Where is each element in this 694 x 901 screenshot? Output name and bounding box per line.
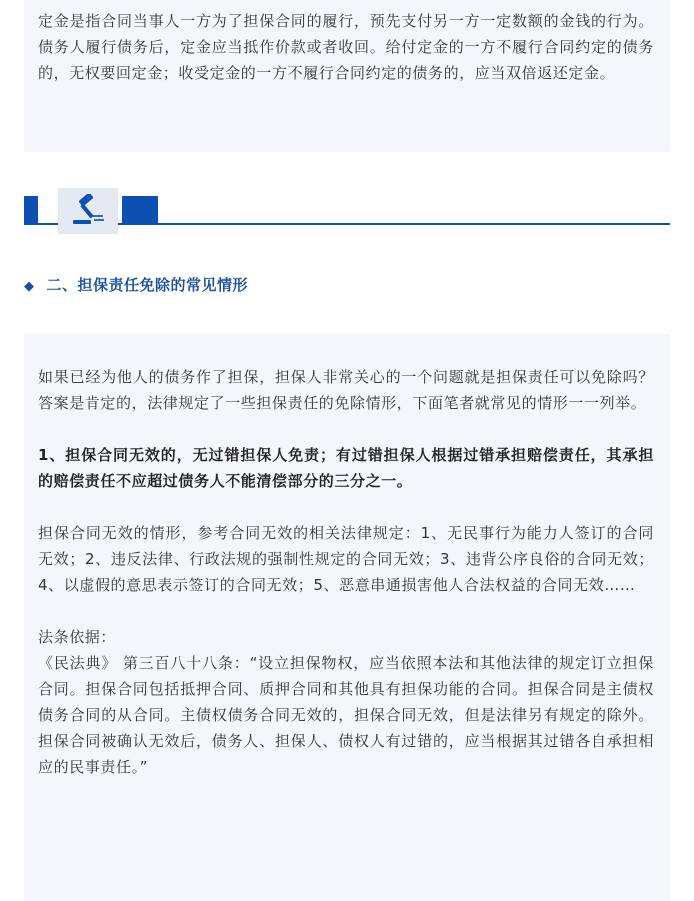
intro-paragraph: 如果已经为他人的债务作了担保，担保人非常关心的一个问题就是担保责任可以免除吗？答案是肯定的，法律规定了一些担保责任的免除情形，下面笔者就常见的情形一一列举。 bbox=[38, 368, 654, 412]
legal-basis-label: 法条依据： bbox=[38, 628, 117, 646]
invalid-cases-paragraph: 担保合同无效的情形，参考合同无效的相关法律规定：1、无民事行为能力人签订的合同无效；2、违反法律、行政法规的强制性规定的合同无效；3、违背公序良俗的合同无效；4、以虚假的意思表示签订的合同无效；5、恶意串通损害他人合法权益的合同无效…… bbox=[38, 524, 654, 594]
divider-icon-tile bbox=[58, 188, 118, 234]
point-1-paragraph: 1、担保合同无效的，无过错担保人免责；有过错担保人根据过错承担赔偿责任，其承担的赔偿责任不应超过债务人不能清偿部分的三分之一。 bbox=[38, 446, 654, 490]
legal-basis-text: 《民法典》 第三百八十八条：“设立担保物权，应当依照本法和其他法律的规定订立担保合同。担保合同包括抵押合同、质押合同和其他具有担保功能的合同。担保合同是主债权债务合同的从合同。主债权债务合同无效的，担保合同无效，但是法律另有规定的除外。担保合同被确认无效后，债务人、担保人、债权人有过错的，应当根据其过错各自承担相应的民事责任。” bbox=[38, 654, 654, 776]
gavel-icon bbox=[70, 194, 106, 228]
divider-block-left bbox=[24, 196, 38, 224]
divider-line bbox=[24, 223, 670, 225]
section-heading-title: 二、担保责任免除的常见情形 bbox=[46, 276, 249, 294]
section-divider bbox=[24, 186, 670, 238]
section-heading bbox=[24, 274, 248, 295]
deposit-definition-box bbox=[24, 0, 670, 152]
diamond-bullet-icon: ◆ bbox=[24, 279, 35, 294]
deposit-definition-text: 定金是指合同当事人一方为了担保合同的履行，预先支付另一方一定数额的金钱的行为。债务人履行债务后，定金应当抵作价款或者收回。给付定金的一方不履行合同约定的债务的，无权要回定金；收受定金的一方不履行合同约定的债务的，应当双倍返还定金。 bbox=[38, 12, 654, 82]
divider-block-right bbox=[122, 196, 158, 224]
exemption-content-box bbox=[24, 334, 670, 901]
